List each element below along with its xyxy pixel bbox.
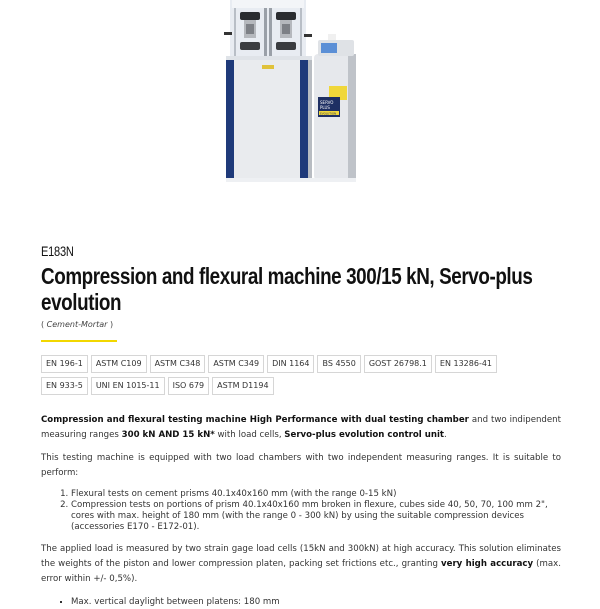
intro-text-2: with load cells, [214, 430, 285, 440]
standard-tag: ASTM C109 [91, 355, 147, 373]
description-accuracy [41, 542, 561, 587]
intro-text-1: and two indipendent measuring ranges [41, 415, 561, 440]
standard-tag: EN 13286-41 [435, 355, 497, 373]
test-item: 2. Compression tests on portions of prism 40.1x40x160 mm broken in flexure, cubes side 40, 50, 70, 100 mm 2", cores with max. height of 180 mm (with the range 0 - 300 kN) by using the suitable compression devices (accessories E170 - E172-01). [71, 500, 561, 533]
standard-tag: UNI EN 1015-11 [91, 377, 165, 395]
product-detail [41, 241, 561, 609]
category-close-paren: ) [107, 320, 114, 329]
standards-list [41, 355, 541, 395]
description-capabilities: This testing machine is equipped with two load chambers with two independent measuring ranges. It is suitable to perform: [41, 453, 561, 478]
intro-bold-3: Servo-plus evolution control unit [284, 430, 445, 440]
accuracy-text-1: The applied load is measured by two strain gage load cells (15kN and 300kN) at high accuracy. This solution eliminates the weights of the piston and lower compression platen, packing set frictions etc., granting [41, 544, 561, 569]
product-category [41, 319, 561, 331]
spec-item: ▪ Max. vertical daylight between platens: 180 mm [71, 596, 561, 609]
tests-list [41, 489, 561, 533]
panel-label-servo: SERVO [320, 100, 334, 105]
standard-tag: ISO 679 [168, 377, 210, 395]
test-item: 1. Flexural tests on cement prisms 40.1x40x160 mm (with the range 0-15 kN) [71, 489, 561, 500]
standard-tag: ASTM C349 [208, 355, 264, 373]
standard-tag: DIN 1164 [267, 355, 314, 373]
standard-tag: EN 933-5 [41, 377, 88, 395]
product-title: Compression and flexural machine 300/15 kN, Servo-plus evolution [41, 263, 533, 315]
category-link[interactable]: Cement-Mortar [46, 320, 108, 329]
intro-text-3: . [444, 430, 447, 440]
panel-label-plus: PLUS [320, 105, 330, 110]
standard-tag: ASTM C348 [150, 355, 206, 373]
standard-tag: BS 4550 [317, 355, 360, 373]
category-open-paren: ( [41, 320, 47, 329]
specs-list [41, 596, 561, 609]
intro-bold-1: Compression and flexural testing machine High Performance with dual testing chamber [41, 415, 469, 425]
accuracy-bold: very high accuracy [441, 559, 534, 569]
accuracy-text-2: (max. error within +/- 0,5%). [41, 559, 561, 584]
product-code: E183N [41, 244, 74, 259]
standard-tag: EN 196-1 [41, 355, 88, 373]
standard-tag: GOST 26798.1 [364, 355, 432, 373]
accent-divider [41, 340, 117, 342]
product-image [222, 0, 362, 188]
intro-bold-2: 300 kN AND 15 kN* [121, 430, 215, 440]
description-intro [41, 413, 561, 443]
panel-label-evolution: EVOLUTION [320, 111, 337, 116]
standard-tag: ASTM D1194 [212, 377, 273, 395]
